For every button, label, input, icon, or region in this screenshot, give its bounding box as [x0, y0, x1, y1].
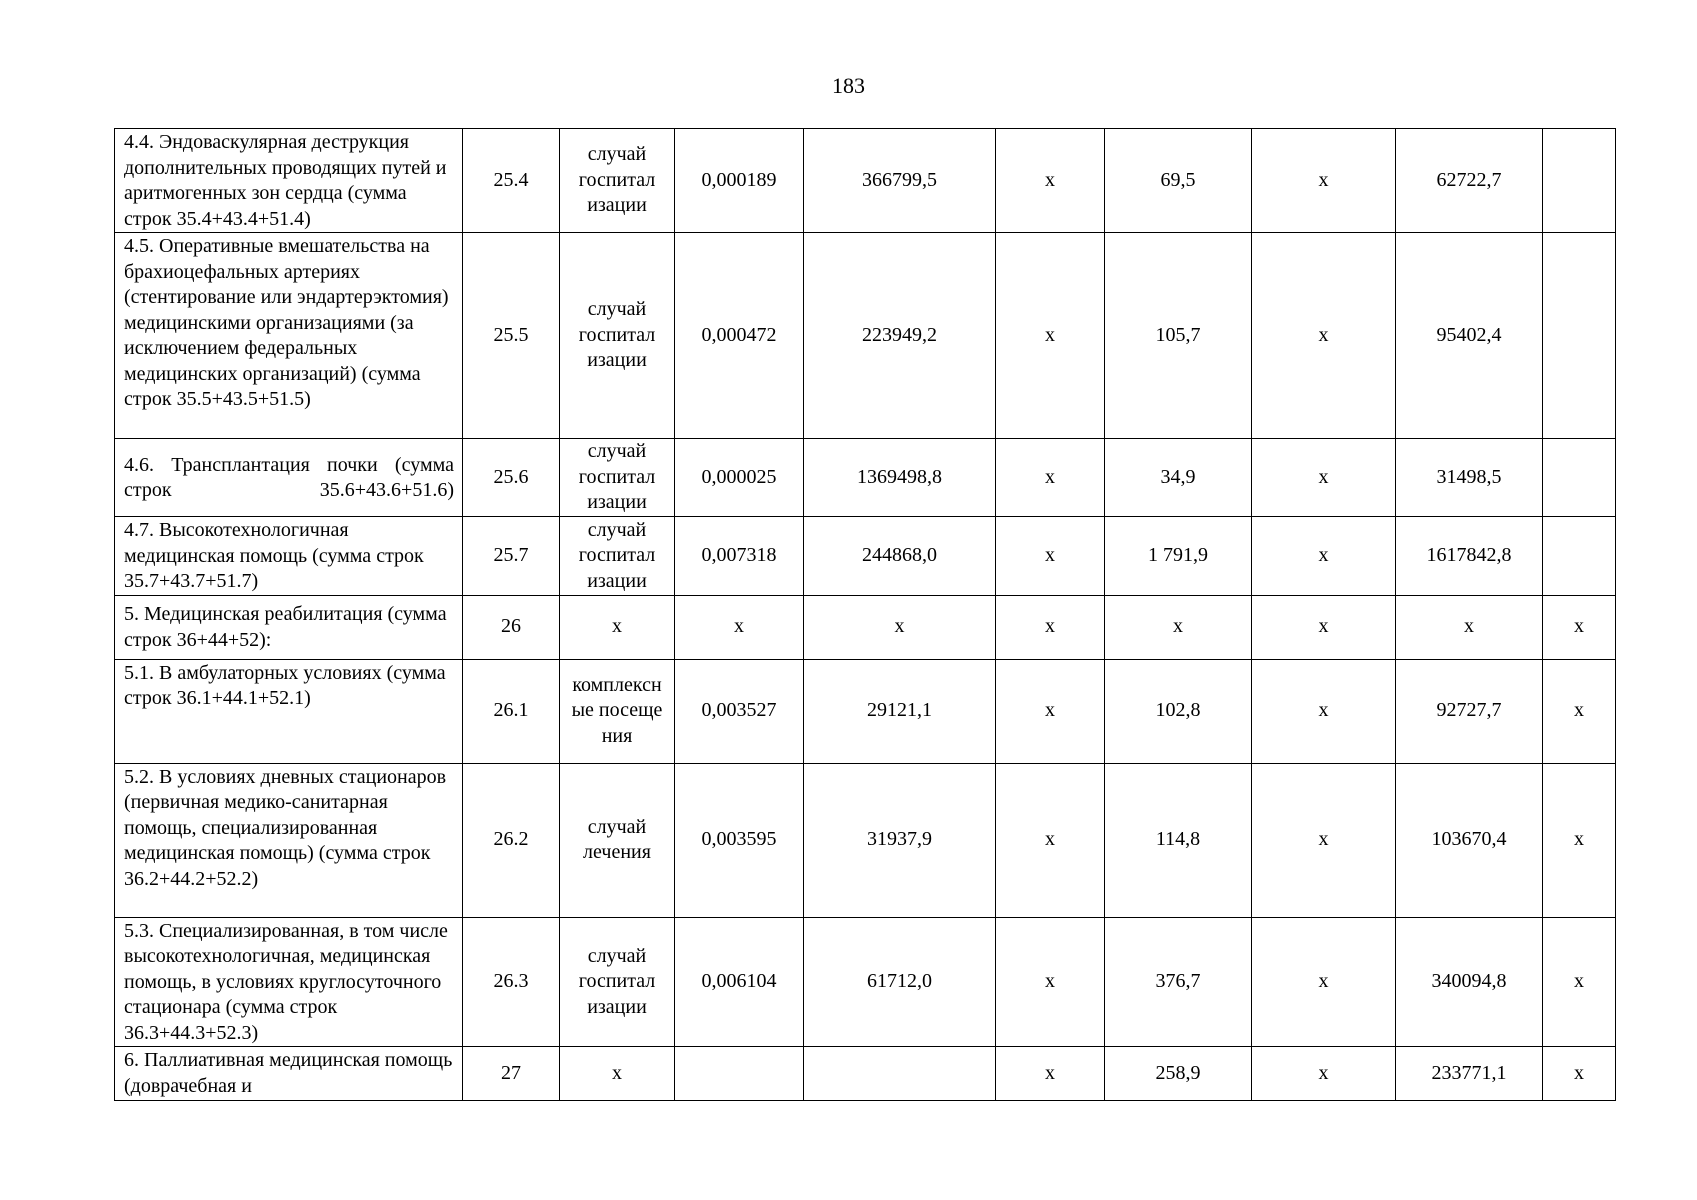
row-c10-cell [1543, 233, 1616, 439]
row-unit-text: х [612, 1061, 622, 1084]
row-norm-cell: 0,000025 [675, 439, 804, 517]
row-unit-cell [560, 917, 675, 1047]
row-cost-cell: 1369498,8 [804, 439, 996, 517]
row-name-cell: 4.6. Трансплантация почки (сумма строк 35.6+43.6+51.6) [115, 439, 463, 517]
row-c7-cell: 258,9 [1105, 1047, 1252, 1101]
row-name-cell: 5.3. Специализированная, в том числе высокотехнологичная, медицинская помощь, в условиях круглосуточного стационара (сумма строк 36.3+44.3+52.3) [115, 917, 463, 1047]
row-c8-cell: х [1252, 659, 1396, 763]
row-unit-cell [560, 439, 675, 517]
row-c7-cell: 1 791,9 [1105, 517, 1252, 596]
row-c7-cell: 105,7 [1105, 233, 1252, 439]
row-c10-cell [1543, 129, 1616, 233]
row-norm-cell: 0,007318 [675, 517, 804, 596]
table-row [115, 659, 1616, 763]
row-c7-cell: 34,9 [1105, 439, 1252, 517]
table-row [115, 1047, 1616, 1101]
row-code-cell: 26 [463, 595, 560, 659]
row-unit-cell [560, 659, 675, 763]
row-name-cell [115, 1047, 463, 1101]
row-c10-cell: х [1543, 659, 1616, 763]
row-c8-cell: х [1252, 129, 1396, 233]
row-code-cell: 26.1 [463, 659, 560, 763]
row-unit-text: случай госпитал изации [578, 518, 656, 592]
row-c7-cell: 102,8 [1105, 659, 1252, 763]
row-cost-cell: 31937,9 [804, 763, 996, 917]
row-c7-cell: х [1105, 595, 1252, 659]
table-row [115, 917, 1616, 1047]
row-c6-cell: х [996, 917, 1105, 1047]
row-name-cell: 5. Медицинская реабилитация (сумма строк 36+44+52): [115, 595, 463, 659]
row-c9-cell: 62722,7 [1396, 129, 1543, 233]
row-unit-text: комплексные посещения [571, 673, 663, 747]
row-c9-cell: 95402,4 [1396, 233, 1543, 439]
row-c9-cell: 92727,7 [1396, 659, 1543, 763]
row-norm-cell: х [675, 595, 804, 659]
row-c10-cell: х [1543, 763, 1616, 917]
row-code-cell: 25.7 [463, 517, 560, 596]
row-code-cell: 26.3 [463, 917, 560, 1047]
row-c7-cell: 376,7 [1105, 917, 1252, 1047]
page-number: 183 [832, 73, 865, 98]
row-unit-text: случай госпитал изации [578, 298, 656, 372]
row-name-cell: 5.2. В условиях дневных стационаров (первичная медико-санитарная помощь, специализированная медицинская помощь) (сумма строк 36.2+44.2+52.2) [115, 763, 463, 917]
row-unit-cell [560, 233, 675, 439]
row-c10-cell [1543, 517, 1616, 596]
row-cost-cell: 61712,0 [804, 917, 996, 1047]
row-c10-cell [1543, 439, 1616, 517]
row-cost-cell: 244868,0 [804, 517, 996, 596]
row-code-cell: 26.2 [463, 763, 560, 917]
table-row [115, 129, 1616, 233]
row-unit-cell [560, 595, 675, 659]
row-c7-cell: 69,5 [1105, 129, 1252, 233]
row-code-cell: 25.6 [463, 439, 560, 517]
row-cost-cell: х [804, 595, 996, 659]
row-unit-text: случай лечения [583, 815, 651, 863]
row-c9-cell: 103670,4 [1396, 763, 1543, 917]
row-unit-cell [560, 1047, 675, 1101]
row-norm-cell: 0,000189 [675, 129, 804, 233]
row-c8-cell: х [1252, 439, 1396, 517]
row-cost-cell: 223949,2 [804, 233, 996, 439]
row-cost-cell: 366799,5 [804, 129, 996, 233]
table-row [115, 763, 1616, 917]
row-cost-cell: 29121,1 [804, 659, 996, 763]
row-unit-cell [560, 763, 675, 917]
row-c8-cell: х [1252, 595, 1396, 659]
row-c6-cell: х [996, 517, 1105, 596]
row-code-cell: 25.4 [463, 129, 560, 233]
table-row [115, 439, 1616, 517]
row-c8-cell: х [1252, 1047, 1396, 1101]
table-row [115, 595, 1616, 659]
row-name-cell: 4.7. Высокотехнологичная медицинская помощь (сумма строк 35.7+43.7+51.7) [115, 517, 463, 596]
row-name-cell: 4.4. Эндоваскулярная деструкция дополнительных проводящих путей и аритмогенных зон сердца (сумма строк 35.4+43.4+51.4) [115, 129, 463, 233]
row-norm-cell: 0,006104 [675, 917, 804, 1047]
row-c6-cell: х [996, 763, 1105, 917]
row-c6-cell: х [996, 233, 1105, 439]
row-c7-cell: 114,8 [1105, 763, 1252, 917]
row-c10-cell: х [1543, 595, 1616, 659]
row-name-cell: 4.5. Оперативные вмешательства на брахиоцефальных артериях (стентирование или эндартерэктомия) медицинскими организациями (за исключением федеральных медицинских организаций) (сумма строк 35.5+43.5+51.5) [115, 233, 463, 439]
table-row [115, 517, 1616, 596]
row-unit-text: случай госпитал изации [578, 944, 656, 1018]
row-c10-cell: х [1543, 917, 1616, 1047]
row-unit-cell [560, 517, 675, 596]
row-code-cell: 25.5 [463, 233, 560, 439]
row-c8-cell: х [1252, 917, 1396, 1047]
row-norm-cell [675, 1047, 804, 1101]
row-c9-cell: х [1396, 595, 1543, 659]
row-c8-cell: х [1252, 233, 1396, 439]
row-c6-cell: х [996, 659, 1105, 763]
row-c9-cell: 1617842,8 [1396, 517, 1543, 596]
row-norm-cell: 0,003527 [675, 659, 804, 763]
row-norm-cell: 0,000472 [675, 233, 804, 439]
row-norm-cell: 0,003595 [675, 763, 804, 917]
row-c8-cell: х [1252, 517, 1396, 596]
row-c9-cell: 340094,8 [1396, 917, 1543, 1047]
row-name-cell: 5.1. В амбулаторных условиях (сумма строк 36.1+44.1+52.1) [115, 659, 463, 763]
row-name-text: 6. Паллиативная медицинская помощь (доврачебная и [124, 1049, 453, 1097]
row-c6-cell: х [996, 439, 1105, 517]
row-c6-cell: х [996, 1047, 1105, 1101]
row-c8-cell: х [1252, 763, 1396, 917]
row-cost-cell [804, 1047, 996, 1101]
row-unit-text: случай госпитал изации [578, 143, 656, 217]
data-table [114, 128, 1616, 1101]
row-c9-cell: 233771,1 [1396, 1047, 1543, 1101]
row-unit-text: случай госпитал изации [578, 440, 656, 514]
row-c9-cell: 31498,5 [1396, 439, 1543, 517]
row-unit-text: х [612, 615, 622, 638]
table-row [115, 233, 1616, 439]
row-code-cell: 27 [463, 1047, 560, 1101]
row-c6-cell: х [996, 129, 1105, 233]
row-unit-cell [560, 129, 675, 233]
row-c10-cell: х [1543, 1047, 1616, 1101]
row-c6-cell: х [996, 595, 1105, 659]
